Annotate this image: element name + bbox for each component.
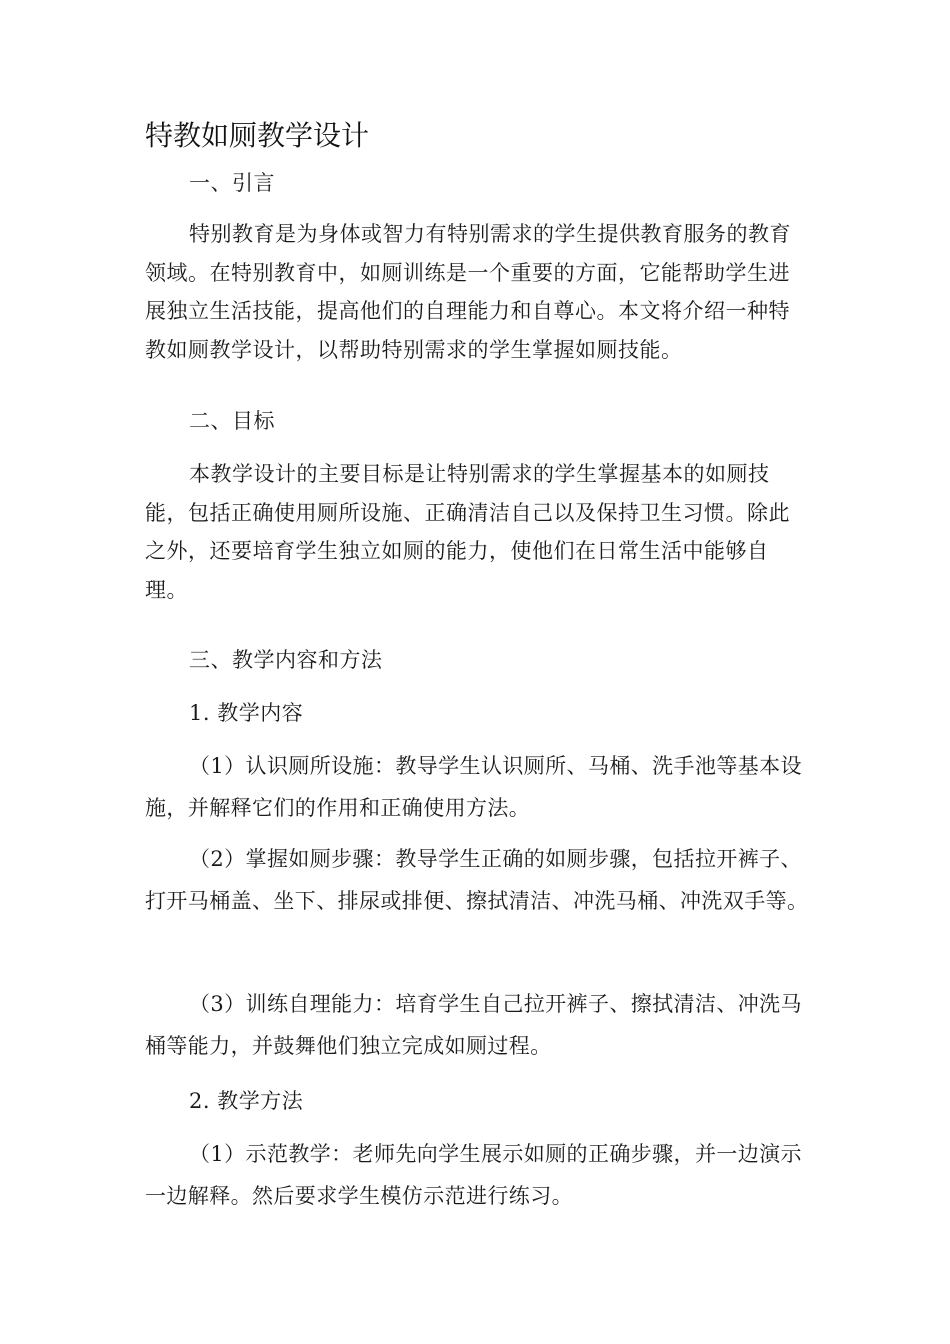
subsection-heading-teaching-methods: 2. 教学方法: [189, 1089, 304, 1113]
document-title: 特教如厕教学设计: [145, 119, 370, 152]
section-heading-introduction: 一、引言: [189, 171, 275, 195]
section-heading-content-methods: 三、教学内容和方法: [189, 648, 383, 672]
method-item-demonstration: （1）示范教学：老师先向学生展示如厕的正确步骤，并一边演示一边解释。然后要求学生模仿示范进行练习。: [145, 1142, 802, 1208]
subsection-heading-teaching-content: 1. 教学内容: [189, 701, 304, 725]
goals-paragraph: 本教学设计的主要目标是让特别需求的学生掌握基本的如厕技能，包括正确使用厕所设施、正确清洁自己以及保持卫生习惯。除此之外，还要培育学生独立如厕的能力，使他们在日常生活中能够自理。: [145, 462, 790, 602]
introduction-paragraph: 特别教育是为身体或智力有特别需求的学生提供教育服务的教育领域。在特别教育中，如厕训练是一个重要的方面，它能帮助学生进展独立生活技能，提高他们的自理能力和自尊心。本文将介绍一种特教如厕教学设计，以帮助特别需求的学生掌握如厕技能。: [145, 222, 791, 362]
content-item-steps: （2）掌握如厕步骤：教导学生正确的如厕步骤，包括拉开裤子、打开马桶盖、坐下、排尿或排便、擦拭清洁、冲洗马桶、冲洗双手等。: [145, 847, 809, 913]
content-item-self-care: （3）训练自理能力：培育学生自己拉开裤子、擦拭清洁、冲洗马桶等能力，并鼓舞他们独立完成如厕过程。: [145, 992, 802, 1058]
content-item-facilities: （1）认识厕所设施：教导学生认识厕所、马桶、洗手池等基本设施，并解释它们的作用和正确使用方法。: [145, 754, 802, 820]
section-heading-goals: 二、目标: [189, 409, 275, 433]
